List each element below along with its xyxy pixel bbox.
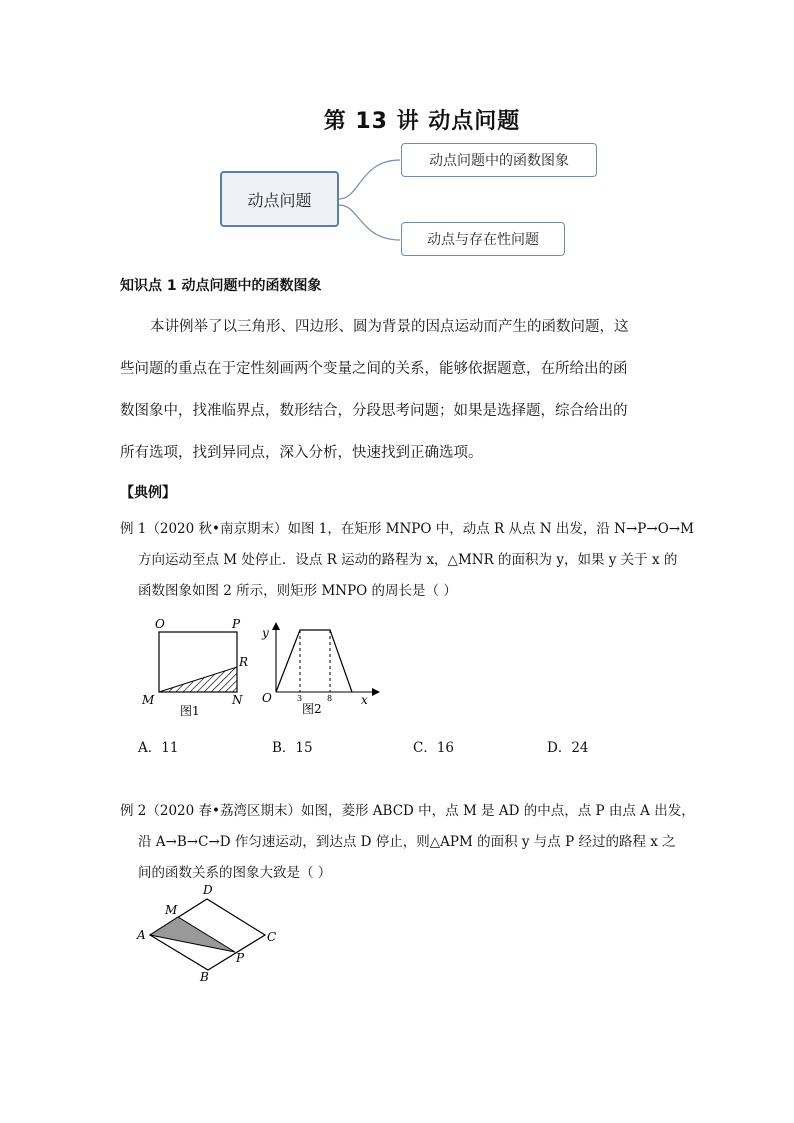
label-p: P (236, 951, 245, 965)
example2-rhombus-figure (130, 880, 290, 990)
y-axis-arrow-icon (272, 622, 280, 630)
example-section-label: 【典例】 (120, 485, 176, 501)
option-a[interactable]: A．11 (138, 740, 179, 756)
knowledge-point-title: 知识点 1 动点问题中的函数图象 (120, 278, 322, 294)
x-axis-arrow-icon (372, 688, 380, 696)
label-n: N (232, 693, 243, 707)
example2-line: 间的函数关系的图象大致是（ ） (138, 865, 332, 881)
triangle-apm-shaded (150, 917, 235, 952)
axis-label-x: x (361, 693, 368, 707)
figure2-caption: 图2 (302, 702, 322, 716)
tick-3: 3 (297, 694, 303, 703)
paragraph-line: 数图象中，找准临界点，数形结合，分段思考问题；如果是选择题，综合给出的 (120, 403, 628, 419)
axis-label-y: y (262, 626, 269, 640)
example1-figures (130, 610, 390, 720)
origin-label: O (262, 691, 272, 705)
paragraph-line: 本讲例举了以三角形、四边形、圆为背景的因点运动而产生的函数问题，这 (150, 319, 629, 335)
label-m: M (142, 693, 155, 707)
paragraph-line: 些问题的重点在于定性刻画两个变量之间的关系，能够依据题意，在所给出的函 (120, 361, 628, 377)
example1-line: 方向运动至点 M 处停止．设点 R 运动的路程为 x，△MNR 的面积为 y，如果 y 关于 x 的 (138, 552, 678, 568)
option-c[interactable]: C．16 (413, 740, 455, 756)
example2-line: 沿 A→B→C→D 作匀速运动，到达点 D 停止，则△APM 的面积 y 与点 P 经过的路程 x 之 (138, 834, 676, 850)
label-d: D (203, 883, 213, 897)
knowledge-point-paragraph (120, 306, 680, 474)
paragraph-line: 所有选项，找到异同点，深入分析，快速找到正确选项。 (120, 445, 483, 461)
option-b[interactable]: B．15 (272, 740, 313, 756)
mindmap-connectors (0, 0, 794, 280)
mindmap-child-existence: 动点与存在性问题 (401, 222, 565, 256)
option-d[interactable]: D．24 (547, 740, 589, 756)
triangle-mnr-shaded (159, 667, 237, 692)
label-o: O (155, 617, 165, 631)
label-c: C (267, 930, 277, 944)
mindmap-main-topic: 动点问题 (220, 171, 339, 227)
label-r: R (239, 655, 249, 669)
example1-line: 函数图象如图 2 所示，则矩形 MNPO 的周长是（ ） (138, 583, 457, 599)
mindmap-child-function-graph: 动点问题中的函数图象 (401, 143, 597, 177)
example1-line: 例 1（2020 秋•南京期末）如图 1，在矩形 MNPO 中，动点 R 从点 N 出发，沿 N→P→O→M (120, 521, 694, 537)
example2-line: 例 2（2020 春•荔湾区期末）如图，菱形 ABCD 中，点 M 是 AD 的中点，点 P 由点 A 出发， (120, 803, 695, 819)
graph-trapezoid-line (276, 630, 352, 692)
label-p: P (232, 617, 241, 631)
label-a: A (137, 928, 146, 942)
label-m: M (165, 903, 178, 917)
page-title: 第 13 讲 动点问题 (323, 109, 521, 134)
label-b: B (200, 970, 209, 984)
figure1-caption: 图1 (180, 704, 200, 718)
tick-8: 8 (327, 694, 333, 703)
